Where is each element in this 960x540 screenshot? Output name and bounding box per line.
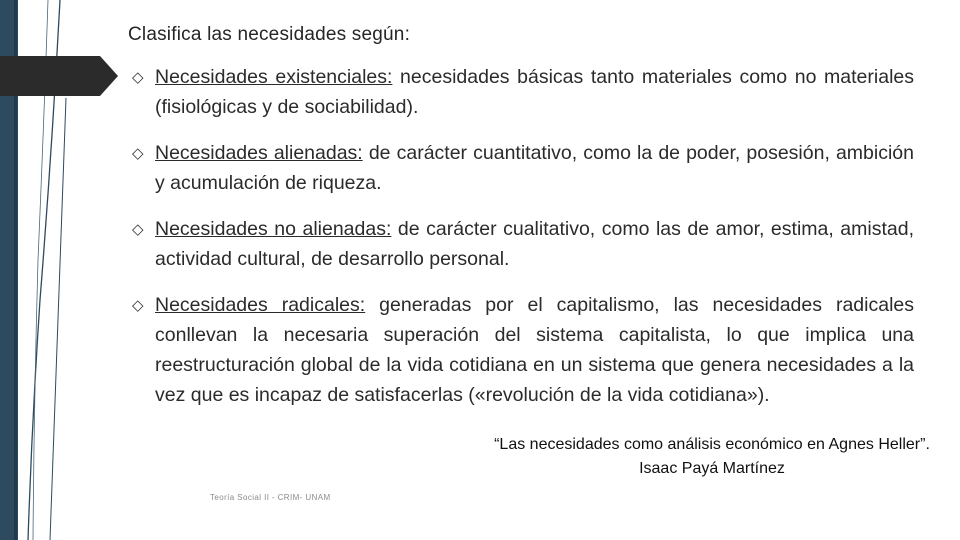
list-item <box>130 62 914 122</box>
item-text: de carácter cuantitativo, como la de poder, posesión, ambición y acumulación de riqueza. <box>155 142 914 194</box>
diamond-outline-icon: ◇ <box>132 69 144 86</box>
item-term: Necesidades no alienadas: <box>155 218 392 240</box>
diamond-outline-icon: ◇ <box>132 145 144 162</box>
item-term: Necesidades radicales: <box>155 294 366 316</box>
slide-footer: Teoría Social II - CRIM- UNAM <box>210 493 331 502</box>
slide-title: Clasifica las necesidades según: <box>128 24 411 45</box>
diamond-outline-icon: ◇ <box>132 221 144 238</box>
item-text: de carácter cualitativo, como las de amor, estima, amistad, actividad cultural, de desarrollo personal. <box>155 218 914 270</box>
needs-list <box>130 62 914 426</box>
list-item <box>130 214 914 274</box>
citation-author: Isaac Payá Martínez <box>639 460 785 477</box>
list-item <box>130 138 914 198</box>
list-item <box>130 290 914 410</box>
citation <box>462 433 960 481</box>
item-text: necesidades básicas tanto materiales como no materiales (fisiológicas y de sociabilidad). <box>155 66 914 118</box>
item-term: Necesidades existenciales: <box>155 66 393 88</box>
citation-title: “Las necesidades como análisis económico en Agnes Heller”. <box>494 436 930 453</box>
title-marker-arrow <box>0 56 118 96</box>
item-text: generadas por el capitalismo, las necesidades radicales conllevan la necesaria superación del sistema capitalista, lo que implica una reestructuración global de la vida cotidiana en un sistema que genera necesidades a la vez que es incapaz de satisfacerlas («revolución de la vida cotidiana»). <box>155 294 915 406</box>
item-term: Necesidades alienadas: <box>155 142 363 164</box>
diamond-outline-icon: ◇ <box>132 297 144 314</box>
